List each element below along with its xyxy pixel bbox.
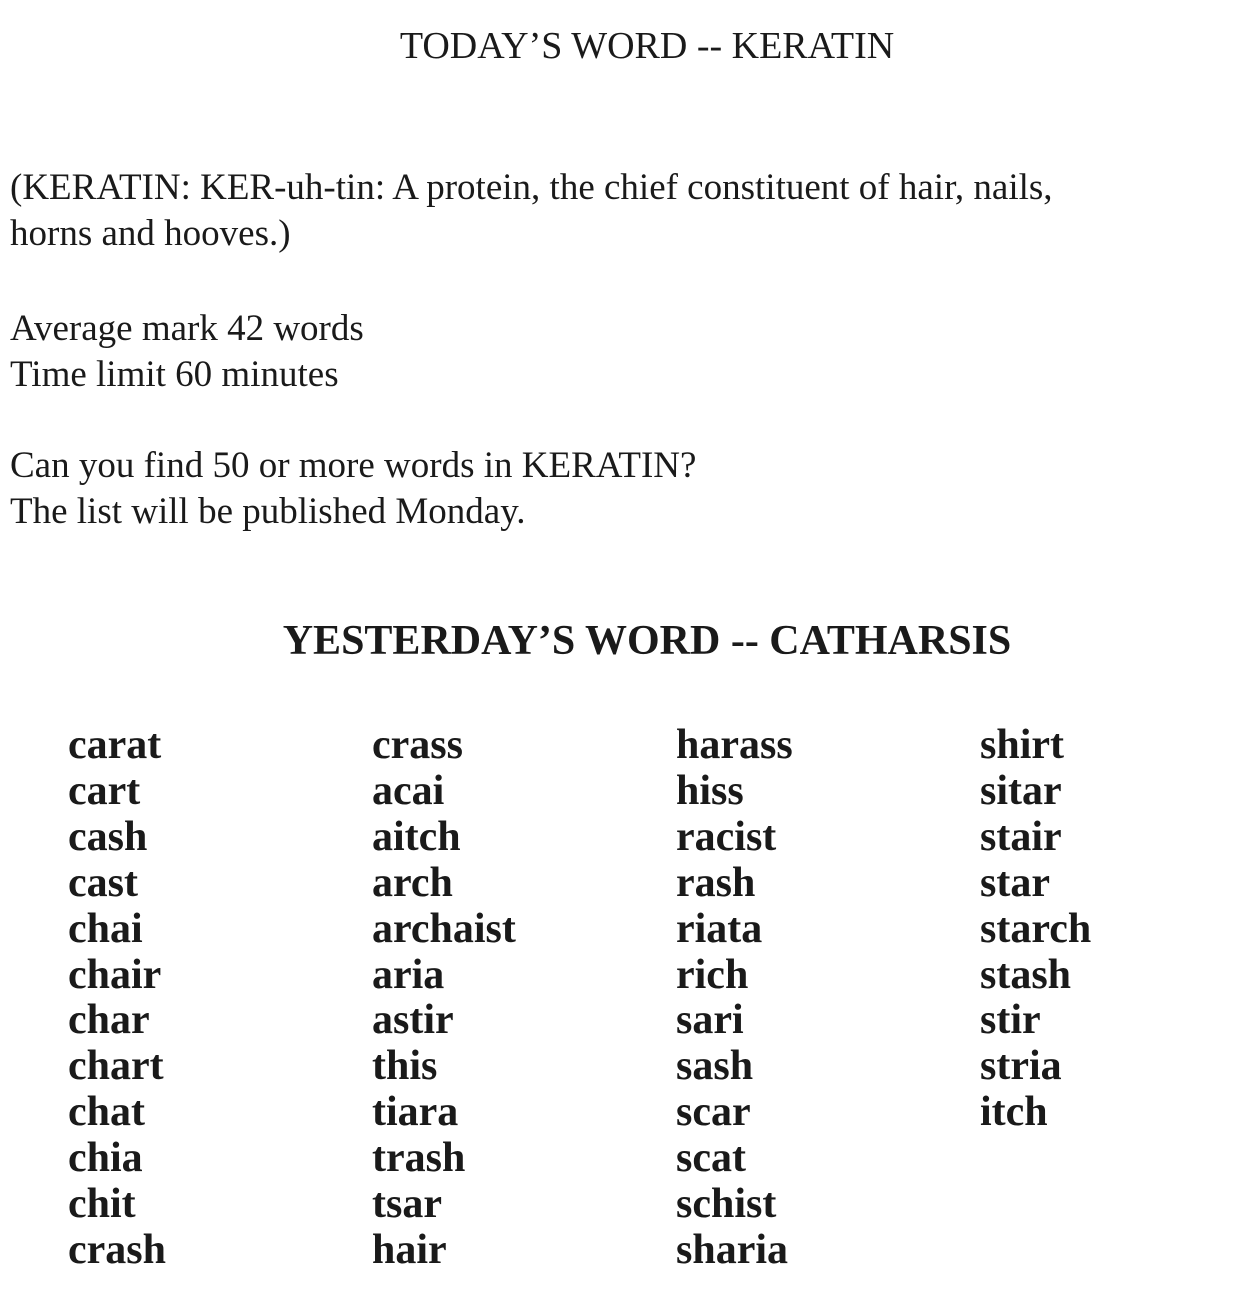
definition xyxy=(10,165,1240,257)
word-item: scar xyxy=(676,1089,751,1136)
challenge xyxy=(10,443,1240,535)
word-list-grid xyxy=(0,723,1244,1283)
word-item: chit xyxy=(68,1181,136,1228)
word-item: hiss xyxy=(676,767,744,814)
word-column-3 xyxy=(676,723,793,1274)
word-item: crass xyxy=(372,722,463,768)
word-item: stir xyxy=(980,997,1041,1044)
puzzle-stats xyxy=(10,306,1240,398)
word-item: astir xyxy=(372,997,454,1044)
word-column-2 xyxy=(372,723,516,1274)
word-item: aria xyxy=(372,951,445,998)
word-item: cash xyxy=(68,813,148,860)
word-item: rich xyxy=(676,951,749,998)
word-item: stash xyxy=(980,951,1072,998)
word-item: chair xyxy=(68,951,162,998)
word-item: tsar xyxy=(372,1181,442,1228)
definition-line: (KERATIN: KER-uh-tin: A protein, the chief constituent of hair, nails, xyxy=(10,167,1053,208)
word-item: trash xyxy=(372,1135,466,1182)
word-item: tiara xyxy=(372,1089,459,1136)
word-item: scat xyxy=(676,1135,746,1182)
word-item: schist xyxy=(676,1181,777,1228)
word-item: cart xyxy=(68,767,141,814)
word-item: sash xyxy=(676,1043,754,1090)
word-item: shirt xyxy=(980,722,1064,768)
word-item: chia xyxy=(68,1135,143,1182)
word-item: sharia xyxy=(676,1226,789,1273)
word-item: harass xyxy=(676,722,793,768)
word-item: chart xyxy=(68,1043,164,1090)
word-column-4 xyxy=(980,723,1091,1136)
todays-word-title: TODAY’S WORD -- KERATIN xyxy=(399,25,895,67)
word-column-1 xyxy=(68,723,166,1274)
word-item: stria xyxy=(980,1043,1062,1090)
word-item: star xyxy=(980,859,1050,906)
word-item: starch xyxy=(980,905,1092,952)
word-item: carat xyxy=(68,722,162,768)
word-item: riata xyxy=(676,905,763,952)
publish-note: The list will be published Monday. xyxy=(10,491,526,532)
word-item: arch xyxy=(372,859,453,906)
word-item: acai xyxy=(372,767,445,814)
word-item: stair xyxy=(980,813,1062,860)
word-item: char xyxy=(68,997,150,1044)
word-item: chat xyxy=(68,1089,145,1136)
word-item: aitch xyxy=(372,813,461,860)
word-item: archaist xyxy=(372,905,516,952)
challenge-question: Can you find 50 or more words in KERATIN? xyxy=(10,445,697,486)
word-item: crash xyxy=(68,1226,166,1273)
definition-line: horns and hooves.) xyxy=(10,213,291,254)
word-item: sitar xyxy=(980,767,1062,814)
word-item: racist xyxy=(676,813,777,860)
word-item: itch xyxy=(980,1089,1048,1136)
word-item: this xyxy=(372,1043,438,1090)
word-item: chai xyxy=(68,905,143,952)
yesterdays-word-title: YESTERDAY’S WORD -- CATHARSIS xyxy=(282,618,1012,664)
average-mark: Average mark 42 words xyxy=(10,308,364,349)
word-item: rash xyxy=(676,859,756,906)
time-limit: Time limit 60 minutes xyxy=(10,354,339,395)
word-item: cast xyxy=(68,859,138,906)
word-item: hair xyxy=(372,1226,447,1273)
word-item: sari xyxy=(676,997,744,1044)
